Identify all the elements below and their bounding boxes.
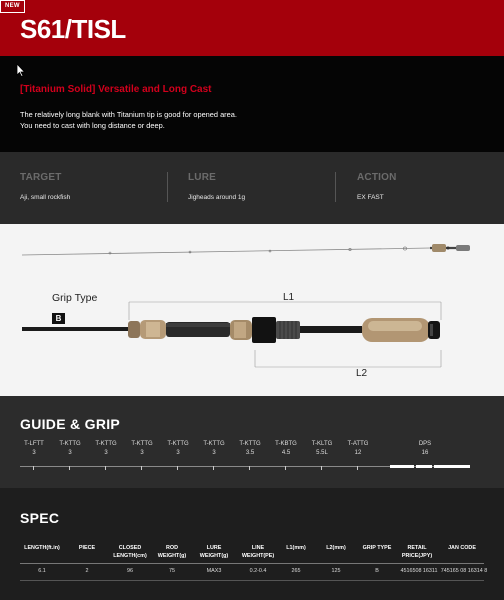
- spec-cell: 2: [85, 568, 89, 574]
- reel-seat-name: DPS: [418, 441, 432, 447]
- spec-header: GRIP TYPE: [362, 545, 392, 551]
- new-badge: NEW: [0, 0, 25, 13]
- spec-cell: 75: [169, 568, 175, 574]
- guide-size: 3: [104, 450, 108, 456]
- guide-name: T-KTTG: [95, 441, 117, 447]
- guide-tick: [213, 466, 214, 470]
- guide-size: 4.5: [281, 450, 291, 456]
- spec-cell: 4516508 16311: [400, 568, 438, 574]
- guide-size: 3: [32, 450, 36, 456]
- grip-type-label: Grip Type: [52, 292, 98, 304]
- spec-cell: 0.2-0.4: [249, 568, 267, 574]
- guide-grip-section: [0, 396, 504, 488]
- guide-size: 3.5: [245, 450, 255, 456]
- l1-dimension-label: L1: [283, 292, 295, 303]
- description-line: The relatively long blank with Titanium tip is good for opened area.: [20, 110, 237, 119]
- guide-tick: [357, 466, 358, 470]
- guide-item: [194, 440, 234, 458]
- spec-header: JAN CODE: [448, 545, 476, 551]
- guide-item: [302, 440, 342, 458]
- guide-name: T-KTTG: [59, 441, 81, 447]
- target-heading: TARGET: [20, 172, 62, 183]
- spec-header-divider: [20, 563, 484, 564]
- guide-tick: [33, 466, 34, 470]
- grip-type-badge: B: [52, 313, 65, 324]
- spec-cell: 6.1: [38, 568, 46, 574]
- rod-illustration: [0, 224, 504, 396]
- guide-tick: [141, 466, 142, 470]
- guide-tick: [321, 466, 322, 470]
- spec-title: SPEC: [20, 510, 60, 526]
- lure-heading: LURE: [188, 172, 217, 183]
- guide-item: [266, 440, 306, 458]
- guide-tick: [69, 466, 70, 470]
- spec-header: PIECE: [78, 545, 96, 551]
- guide-item: [50, 440, 90, 458]
- mouse-cursor-icon: [16, 63, 26, 77]
- guide-item: [86, 440, 126, 458]
- spec-cell: 265: [291, 568, 301, 574]
- guide-name: T-KBTG: [275, 441, 297, 447]
- lure-value: Jigheads around 1g: [188, 194, 246, 201]
- reel-seat-size: 16: [421, 450, 429, 456]
- spec-cell: B: [375, 568, 379, 574]
- guide-name: T-KTTG: [167, 441, 189, 447]
- spec-header: L1(mm): [286, 545, 306, 551]
- action-value: EX FAST: [357, 194, 384, 201]
- spec-section: [0, 488, 504, 600]
- product-header: [0, 0, 504, 56]
- spec-header: RETAIL PRICE(JPY): [401, 545, 433, 559]
- guide-name: T-KTTG: [239, 441, 261, 447]
- grip-segment-bar: [416, 465, 432, 468]
- spec-cell: 125: [331, 568, 341, 574]
- spec-cell: 96: [127, 568, 133, 574]
- grip-segment-bar: [390, 465, 414, 468]
- guide-tick: [177, 466, 178, 470]
- guide-item: [158, 440, 198, 458]
- guide-tick: [105, 466, 106, 470]
- guide-item: [230, 440, 270, 458]
- product-tagline: [Titanium Solid] Versatile and Long Cast: [20, 84, 212, 95]
- usage-summary: [0, 152, 504, 224]
- description-line: You need to cast with long distance or deep.: [20, 121, 165, 130]
- guide-size: 5.5L: [316, 450, 328, 456]
- l2-dimension-label: L2: [356, 368, 368, 379]
- spec-header: LURE WEIGHT(g): [199, 545, 229, 559]
- guide-item: [14, 440, 54, 458]
- guide-name: T-KTTG: [203, 441, 225, 447]
- guide-size: 3: [176, 450, 180, 456]
- product-model-title: S61/TISL: [20, 14, 126, 44]
- guide-tick: [285, 466, 286, 470]
- rod-image-panel: [0, 224, 504, 396]
- guide-name: T-ATTG: [347, 441, 369, 447]
- guide-name: T-LFTT: [24, 441, 44, 447]
- target-column: [20, 172, 70, 201]
- intro-section: [0, 56, 504, 152]
- guide-name: T-KTTG: [131, 441, 153, 447]
- spec-cell: 745165 08 16314 8: [440, 568, 488, 574]
- grip-segment-bar: [434, 465, 470, 468]
- guide-grip-title: GUIDE & GRIP: [20, 416, 121, 432]
- guide-size: 3: [212, 450, 216, 456]
- spec-header: LINE WEIGHT(PE): [241, 545, 275, 559]
- spec-cell: MAX3: [206, 568, 222, 574]
- target-value: Aji, small rockfish: [20, 194, 71, 201]
- guide-size: 3: [68, 450, 72, 456]
- spec-header: ROD WEIGHT(g): [157, 545, 187, 559]
- lure-column: [188, 172, 245, 201]
- action-heading: ACTION: [357, 172, 397, 183]
- guide-tick: [249, 466, 250, 470]
- divider: [167, 172, 168, 202]
- divider: [335, 172, 336, 202]
- guide-item: [122, 440, 162, 458]
- guide-size: 3: [140, 450, 144, 456]
- action-column: [357, 172, 397, 201]
- spec-header: CLOSED LENGTH(cm): [113, 545, 147, 559]
- product-description: [20, 109, 380, 131]
- guide-name: T-KLTG: [311, 441, 333, 447]
- spec-header: LENGTH(ft.in): [24, 545, 60, 551]
- spec-header: L2(mm): [326, 545, 346, 551]
- guide-item: [338, 440, 378, 458]
- spec-row-divider: [20, 580, 484, 581]
- reel-seat-item: [405, 440, 445, 458]
- guide-size: 12: [354, 450, 362, 456]
